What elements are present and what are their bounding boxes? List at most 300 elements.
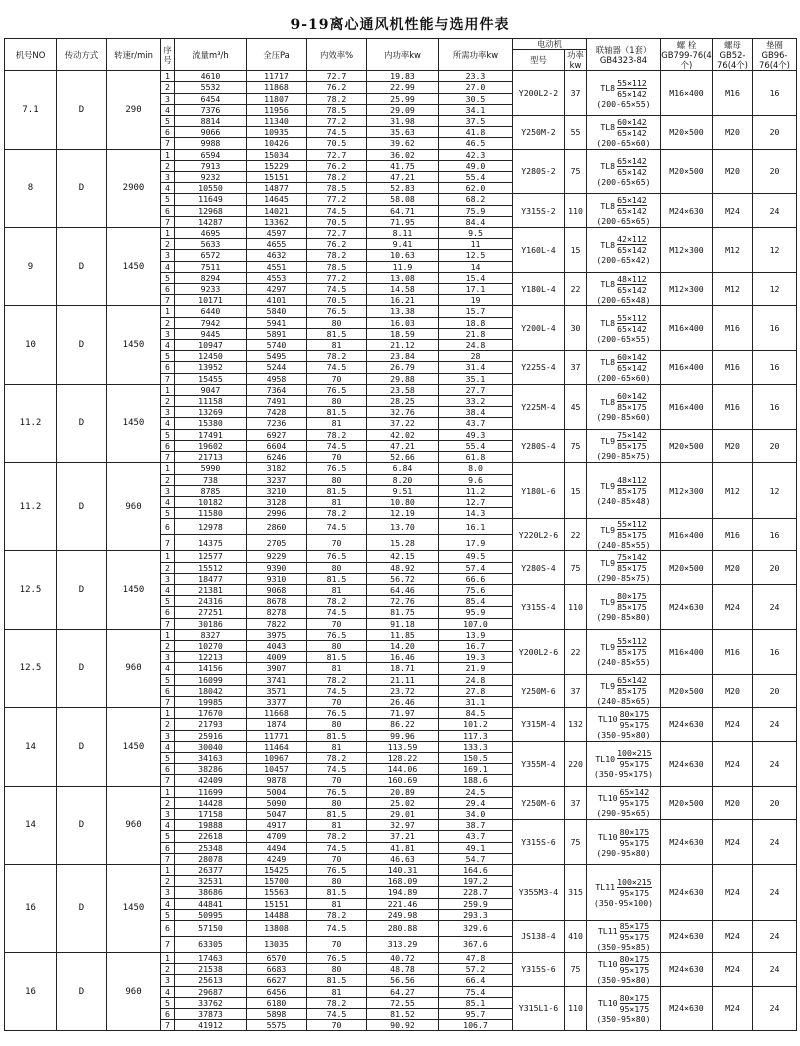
- coupling-size-top: 55×112: [617, 312, 647, 323]
- coupling-cell: [587, 194, 661, 228]
- model-no-cell: 8: [5, 149, 57, 227]
- motor-model-cell: Y225S-4: [513, 351, 565, 385]
- seq-cell: 1: [161, 551, 175, 562]
- pressure-cell: 4917: [247, 820, 307, 831]
- req-power-cell: 101.2: [439, 719, 513, 730]
- int-eff-cell: 81.5: [307, 975, 367, 986]
- flow-cell: 11580: [175, 508, 247, 519]
- coupling-type: TL8: [600, 357, 616, 368]
- seq-cell: 3: [161, 172, 175, 183]
- req-power-cell: 84.5: [439, 708, 513, 719]
- int-power-cell: 46.63: [367, 853, 439, 864]
- bolt-cell: M16×400: [661, 71, 713, 116]
- int-power-cell: 29.01: [367, 808, 439, 819]
- coupling-spec: (290-95×80): [596, 847, 651, 858]
- table-header: [5, 39, 797, 71]
- flow-cell: 8785: [175, 485, 247, 496]
- coupling-cell: [587, 519, 661, 551]
- req-power-cell: 47.8: [439, 953, 513, 964]
- motor-power-cell: 75: [565, 551, 587, 585]
- washer-cell: 24: [753, 921, 797, 953]
- motor-power-cell: 22: [565, 629, 587, 674]
- bolt-cell: M12×300: [661, 272, 713, 306]
- pressure-cell: 5244: [247, 362, 307, 373]
- int-eff-cell: 81: [307, 820, 367, 831]
- int-power-cell: 40.72: [367, 953, 439, 964]
- int-eff-cell: 77.2: [307, 272, 367, 283]
- washer-cell: 24: [753, 194, 797, 228]
- int-eff-cell: 74.5: [307, 764, 367, 775]
- seq-cell: 4: [161, 898, 175, 909]
- speed-cell: 960: [107, 953, 161, 1031]
- req-power-cell: 16.7: [439, 640, 513, 651]
- pressure-cell: 13362: [247, 216, 307, 227]
- flow-cell: 19985: [175, 696, 247, 707]
- int-eff-cell: 80: [307, 876, 367, 887]
- int-power-cell: 52.83: [367, 183, 439, 194]
- int-eff-cell: 74.5: [307, 685, 367, 696]
- pressure-cell: 4655: [247, 239, 307, 250]
- motor-power-cell: 75: [565, 820, 587, 865]
- table-row: [5, 306, 797, 317]
- flow-cell: 12577: [175, 551, 247, 562]
- flow-cell: 15455: [175, 373, 247, 384]
- flow-cell: 12968: [175, 205, 247, 216]
- req-power-cell: 12.5: [439, 250, 513, 261]
- pressure-cell: 15700: [247, 876, 307, 887]
- req-power-cell: 9.5: [439, 228, 513, 239]
- req-power-cell: 57.2: [439, 964, 513, 975]
- seq-cell: 6: [161, 607, 175, 618]
- header-speed: 转速r/min: [107, 39, 161, 71]
- int-power-cell: 52.66: [367, 452, 439, 463]
- flow-cell: 38686: [175, 887, 247, 898]
- flow-cell: 17670: [175, 708, 247, 719]
- req-power-cell: 66.6: [439, 573, 513, 584]
- coupling-size-fraction: [620, 827, 650, 848]
- pressure-cell: 14488: [247, 909, 307, 920]
- coupling-size-fraction: [620, 954, 650, 975]
- coupling-spec: (200-65×60): [596, 373, 651, 384]
- motor-model-cell: Y220L2-6: [513, 519, 565, 551]
- req-power-cell: 46.5: [439, 138, 513, 149]
- req-power-cell: 18.8: [439, 317, 513, 328]
- int-power-cell: 86.22: [367, 719, 439, 730]
- flow-cell: 8814: [175, 116, 247, 127]
- table-row: [5, 629, 797, 640]
- int-power-cell: 35.63: [367, 127, 439, 138]
- int-power-cell: 58.08: [367, 194, 439, 205]
- seq-cell: 3: [161, 808, 175, 819]
- int-eff-cell: 81: [307, 496, 367, 507]
- table-row: [5, 463, 797, 474]
- int-eff-cell: 74.5: [307, 1009, 367, 1020]
- int-eff-cell: 74.5: [307, 284, 367, 295]
- flow-cell: 34163: [175, 752, 247, 763]
- coupling-cell: [587, 384, 661, 429]
- flow-cell: 7376: [175, 104, 247, 115]
- bolt-cell: M24×630: [661, 986, 713, 1031]
- int-power-cell: 56.72: [367, 573, 439, 584]
- coupling-type: TL9: [600, 680, 616, 691]
- int-eff-cell: 80: [307, 719, 367, 730]
- coupling-spec: (350-95×100): [593, 898, 654, 908]
- flow-cell: 24316: [175, 596, 247, 607]
- coupling-size-fraction: [617, 391, 647, 412]
- int-eff-cell: 78.2: [307, 93, 367, 104]
- header-drive: 传动方式: [57, 39, 107, 71]
- int-eff-cell: 70: [307, 937, 367, 953]
- coupling-size-bottom: 65×142: [617, 323, 647, 334]
- motor-model-cell: Y250M-2: [513, 116, 565, 150]
- int-eff-cell: 81.5: [307, 730, 367, 741]
- flow-cell: 42409: [175, 775, 247, 786]
- seq-cell: 1: [161, 786, 175, 797]
- coupling-size-fraction: [617, 877, 652, 898]
- pressure-cell: 11464: [247, 741, 307, 752]
- drive-cell: D: [57, 953, 107, 1031]
- req-power-cell: 228.7: [439, 887, 513, 898]
- coupling-size-bottom: 85×175: [617, 602, 647, 613]
- pressure-cell: 4553: [247, 272, 307, 283]
- req-power-cell: 21.9: [439, 663, 513, 674]
- washer-cell: 24: [753, 708, 797, 742]
- seq-cell: 3: [161, 730, 175, 741]
- seq-cell: 5: [161, 351, 175, 362]
- coupling-size-bottom: 95×175: [619, 932, 650, 943]
- int-power-cell: 81.75: [367, 607, 439, 618]
- flow-cell: 9066: [175, 127, 247, 138]
- req-power-cell: 30.5: [439, 93, 513, 104]
- nut-cell: M16: [713, 384, 753, 429]
- flow-cell: 9988: [175, 138, 247, 149]
- coupling-size-fraction: [617, 352, 647, 373]
- int-power-cell: 90.92: [367, 1020, 439, 1031]
- int-eff-cell: 80: [307, 317, 367, 328]
- bolt-cell: M16×400: [661, 306, 713, 351]
- int-power-cell: 10.63: [367, 250, 439, 261]
- header-motor: 电动机: [513, 39, 587, 50]
- flow-cell: 10171: [175, 295, 247, 306]
- coupling-size-top: 100×215: [617, 877, 652, 887]
- drive-cell: D: [57, 71, 107, 149]
- motor-power-cell: 75: [565, 149, 587, 194]
- pressure-cell: 3377: [247, 696, 307, 707]
- table-row: [5, 953, 797, 964]
- seq-cell: 3: [161, 93, 175, 104]
- int-power-cell: 14.58: [367, 284, 439, 295]
- coupling-spec: (200-65×48): [596, 294, 651, 305]
- pressure-cell: 15229: [247, 160, 307, 171]
- req-power-cell: 13.9: [439, 629, 513, 640]
- coupling-cell: [587, 921, 661, 953]
- seq-cell: 4: [161, 986, 175, 997]
- seq-cell: 6: [161, 842, 175, 853]
- int-eff-cell: 74.5: [307, 205, 367, 216]
- nut-cell: M20: [713, 674, 753, 708]
- drive-cell: D: [57, 228, 107, 306]
- pressure-cell: 3741: [247, 674, 307, 685]
- req-power-cell: 55.4: [439, 440, 513, 451]
- coupling-size-top: 75×142: [617, 430, 647, 441]
- int-eff-cell: 76.5: [307, 463, 367, 474]
- flow-cell: 25613: [175, 975, 247, 986]
- req-power-cell: 169.1: [439, 764, 513, 775]
- pressure-cell: 4494: [247, 842, 307, 853]
- int-eff-cell: 80: [307, 562, 367, 573]
- int-power-cell: 313.29: [367, 937, 439, 953]
- motor-power-cell: 37: [565, 674, 587, 708]
- req-power-cell: 24.8: [439, 674, 513, 685]
- int-power-cell: 48.78: [367, 964, 439, 975]
- coupling-size-fraction: [617, 156, 647, 177]
- seq-cell: 3: [161, 887, 175, 898]
- int-eff-cell: 76.5: [307, 306, 367, 317]
- int-eff-cell: 78.2: [307, 997, 367, 1008]
- int-power-cell: 128.22: [367, 752, 439, 763]
- flow-cell: 57150: [175, 921, 247, 937]
- flow-cell: 18042: [175, 685, 247, 696]
- flow-cell: 6440: [175, 306, 247, 317]
- flow-cell: 17491: [175, 429, 247, 440]
- coupling-cell: [587, 986, 661, 1031]
- req-power-cell: 16.1: [439, 519, 513, 535]
- flow-cell: 14375: [175, 535, 247, 551]
- int-power-cell: 26.46: [367, 696, 439, 707]
- pressure-cell: 4009: [247, 652, 307, 663]
- pressure-cell: 6246: [247, 452, 307, 463]
- pressure-cell: 9229: [247, 551, 307, 562]
- coupling-size-top: 55×112: [617, 519, 647, 530]
- int-eff-cell: 78.2: [307, 831, 367, 842]
- seq-cell: 4: [161, 183, 175, 194]
- pressure-cell: 3182: [247, 463, 307, 474]
- coupling-size-bottom: 95×175: [619, 1004, 650, 1015]
- int-power-cell: 10.80: [367, 496, 439, 507]
- coupling-type: TL11: [595, 882, 616, 893]
- coupling-size-bottom: 65×142: [617, 88, 647, 99]
- flow-cell: 25348: [175, 842, 247, 853]
- int-power-cell: 42.15: [367, 551, 439, 562]
- req-power-cell: 11.2: [439, 485, 513, 496]
- flow-cell: 22618: [175, 831, 247, 842]
- int-eff-cell: 74.5: [307, 127, 367, 138]
- motor-model-cell: Y280S-4: [513, 429, 565, 463]
- washer-cell: 12: [753, 228, 797, 273]
- motor-power-cell: 15: [565, 228, 587, 273]
- int-eff-cell: 76.5: [307, 551, 367, 562]
- int-eff-cell: 80: [307, 797, 367, 808]
- seq-cell: 6: [161, 362, 175, 373]
- model-no-cell: 12.5: [5, 629, 57, 707]
- flow-cell: 5633: [175, 239, 247, 250]
- motor-power-cell: 315: [565, 865, 587, 921]
- coupling-type: TL8: [600, 82, 616, 93]
- nut-cell: M16: [713, 306, 753, 351]
- int-eff-cell: 76.5: [307, 708, 367, 719]
- req-power-cell: 49.5: [439, 551, 513, 562]
- seq-cell: 7: [161, 775, 175, 786]
- header-coupling: 联轴器（1套）GB4323-84: [587, 39, 661, 71]
- flow-cell: 14156: [175, 663, 247, 674]
- req-power-cell: 55.4: [439, 172, 513, 183]
- int-eff-cell: 76.5: [307, 384, 367, 395]
- washer-cell: 20: [753, 786, 797, 820]
- int-power-cell: 41.75: [367, 160, 439, 171]
- flow-cell: 738: [175, 474, 247, 485]
- coupling-size-top: 80×175: [619, 993, 650, 1004]
- seq-cell: 7: [161, 618, 175, 629]
- coupling-cell: [587, 584, 661, 629]
- req-power-cell: 17.9: [439, 535, 513, 551]
- table-row: [5, 865, 797, 876]
- pressure-cell: 8278: [247, 607, 307, 618]
- coupling-size-fraction: [617, 117, 647, 138]
- req-power-cell: 31.1: [439, 696, 513, 707]
- coupling-size-fraction: [617, 591, 647, 612]
- coupling-type: TL9: [600, 480, 616, 491]
- seq-cell: 5: [161, 194, 175, 205]
- int-power-cell: 14.20: [367, 640, 439, 651]
- flow-cell: 8294: [175, 272, 247, 283]
- int-eff-cell: 78.2: [307, 508, 367, 519]
- int-eff-cell: 74.5: [307, 921, 367, 937]
- coupling-type: TL10: [597, 998, 618, 1009]
- pressure-cell: 3975: [247, 629, 307, 640]
- req-power-cell: 164.6: [439, 865, 513, 876]
- flow-cell: 32531: [175, 876, 247, 887]
- seq-cell: 7: [161, 535, 175, 551]
- int-eff-cell: 81.5: [307, 808, 367, 819]
- int-power-cell: 8.11: [367, 228, 439, 239]
- int-power-cell: 37.22: [367, 418, 439, 429]
- int-eff-cell: 76.2: [307, 160, 367, 171]
- model-no-cell: 9: [5, 228, 57, 306]
- bolt-cell: M24×630: [661, 865, 713, 921]
- coupling-size-top: 80×175: [619, 708, 650, 719]
- req-power-cell: 31.4: [439, 362, 513, 373]
- int-power-cell: 19.83: [367, 71, 439, 82]
- seq-cell: 2: [161, 396, 175, 407]
- coupling-cell: [587, 429, 661, 463]
- pressure-cell: 11868: [247, 82, 307, 93]
- coupling-spec: (290-95×65): [596, 808, 651, 819]
- seq-cell: 2: [161, 239, 175, 250]
- pressure-cell: 7236: [247, 418, 307, 429]
- coupling-type: TL9: [600, 524, 616, 535]
- washer-cell: 16: [753, 71, 797, 116]
- coupling-size-fraction: [617, 195, 647, 216]
- pressure-cell: 15151: [247, 172, 307, 183]
- washer-cell: 16: [753, 519, 797, 551]
- coupling-size-bottom: 85×175: [617, 486, 647, 497]
- coupling-size-fraction: [620, 993, 650, 1014]
- seq-cell: 3: [161, 250, 175, 261]
- pressure-cell: 4043: [247, 640, 307, 651]
- bolt-cell: M24×630: [661, 584, 713, 629]
- int-power-cell: 6.84: [367, 463, 439, 474]
- coupling-size-top: 65×142: [617, 675, 647, 686]
- coupling-cell: [587, 351, 661, 385]
- coupling-cell: [587, 149, 661, 194]
- seq-cell: 4: [161, 496, 175, 507]
- req-power-cell: 75.9: [439, 205, 513, 216]
- seq-cell: 6: [161, 127, 175, 138]
- pressure-cell: 6180: [247, 997, 307, 1008]
- coupling-cell: [587, 741, 661, 786]
- int-power-cell: 140.31: [367, 865, 439, 876]
- req-power-cell: 33.2: [439, 396, 513, 407]
- int-power-cell: 32.97: [367, 820, 439, 831]
- req-power-cell: 95.9: [439, 607, 513, 618]
- washer-cell: 20: [753, 674, 797, 708]
- req-power-cell: 24.5: [439, 786, 513, 797]
- int-eff-cell: 78.5: [307, 261, 367, 272]
- req-power-cell: 35.1: [439, 373, 513, 384]
- coupling-spec: (240-85×55): [596, 540, 651, 551]
- motor-power-cell: 15: [565, 463, 587, 519]
- nut-cell: M20: [713, 149, 753, 194]
- pressure-cell: 10426: [247, 138, 307, 149]
- speed-cell: 960: [107, 786, 161, 864]
- model-no-cell: 11.2: [5, 463, 57, 551]
- bolt-cell: M20×500: [661, 551, 713, 585]
- int-eff-cell: 70: [307, 535, 367, 551]
- req-power-cell: 43.7: [439, 831, 513, 842]
- req-power-cell: 84.4: [439, 216, 513, 227]
- req-power-cell: 27.0: [439, 82, 513, 93]
- coupling-size-fraction: [617, 234, 647, 255]
- int-eff-cell: 70: [307, 1020, 367, 1031]
- motor-model-cell: Y200L2-6: [513, 629, 565, 674]
- bolt-cell: M12×300: [661, 228, 713, 273]
- flow-cell: 30040: [175, 741, 247, 752]
- req-power-cell: 106.7: [439, 1020, 513, 1031]
- coupling-size-top: 60×142: [617, 391, 647, 402]
- header-req-power: 所需功率kw: [439, 39, 513, 71]
- flow-cell: 19888: [175, 820, 247, 831]
- seq-cell: 2: [161, 160, 175, 171]
- seq-cell: 2: [161, 317, 175, 328]
- coupling-size-top: 65×142: [617, 195, 647, 206]
- coupling-size-fraction: [617, 748, 652, 769]
- req-power-cell: 188.6: [439, 775, 513, 786]
- coupling-spec: (240-85×55): [596, 657, 651, 668]
- req-power-cell: 14: [439, 261, 513, 272]
- nut-cell: M16: [713, 351, 753, 385]
- motor-power-cell: 410: [565, 921, 587, 953]
- seq-cell: 1: [161, 865, 175, 876]
- seq-cell: 2: [161, 640, 175, 651]
- int-eff-cell: 72.7: [307, 228, 367, 239]
- int-eff-cell: 78.2: [307, 250, 367, 261]
- int-power-cell: 168.09: [367, 876, 439, 887]
- flow-cell: 13952: [175, 362, 247, 373]
- req-power-cell: 49.0: [439, 160, 513, 171]
- int-power-cell: 160.69: [367, 775, 439, 786]
- coupling-type: TL10: [597, 714, 618, 725]
- seq-cell: 1: [161, 463, 175, 474]
- req-power-cell: 150.5: [439, 752, 513, 763]
- req-power-cell: 259.9: [439, 898, 513, 909]
- motor-model-cell: JS138-4: [513, 921, 565, 953]
- motor-power-cell: 55: [565, 116, 587, 150]
- req-power-cell: 15.7: [439, 306, 513, 317]
- seq-cell: 4: [161, 663, 175, 674]
- seq-cell: 5: [161, 116, 175, 127]
- req-power-cell: 19.3: [439, 652, 513, 663]
- int-power-cell: 221.46: [367, 898, 439, 909]
